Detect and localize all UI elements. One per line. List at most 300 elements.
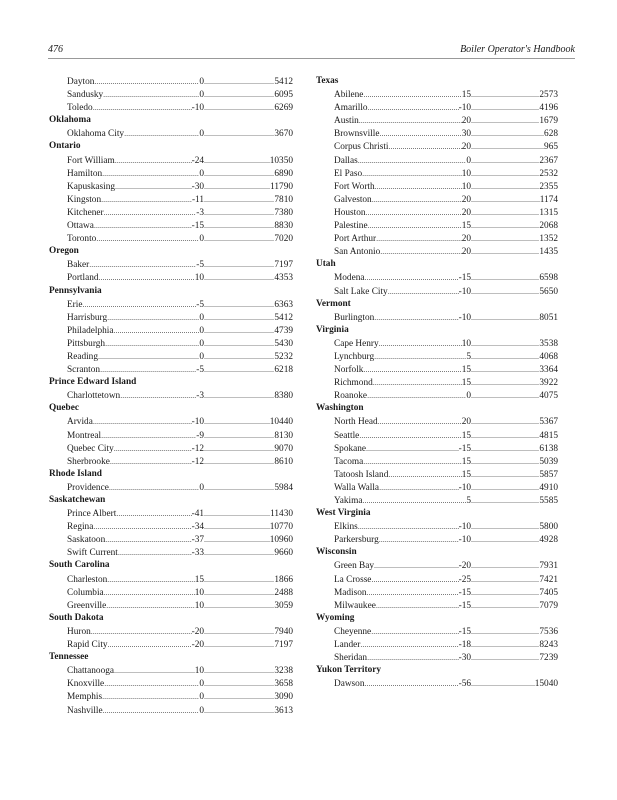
degree-days: 1174 <box>539 194 558 205</box>
dot-leader <box>204 586 274 599</box>
design-temperature: -5 <box>196 260 204 271</box>
dot-leader <box>101 429 196 442</box>
dot-leader <box>104 677 199 690</box>
city-name: Elkins <box>334 522 358 533</box>
city-row <box>49 429 293 442</box>
design-temperature: -9 <box>196 430 204 441</box>
dot-leader <box>103 704 200 717</box>
design-temperature: 15 <box>461 430 471 441</box>
city-row <box>316 337 558 350</box>
degree-days: 5412 <box>274 312 293 323</box>
dot-leader <box>471 350 539 363</box>
dot-leader <box>376 599 459 612</box>
city-row <box>316 455 558 468</box>
left-column <box>49 75 293 717</box>
degree-days: 4739 <box>274 325 293 336</box>
design-temperature: 30 <box>461 129 471 140</box>
degree-days: 8130 <box>274 430 293 441</box>
city-name: Toledo <box>67 103 93 114</box>
state-group <box>49 468 293 494</box>
dot-leader <box>108 638 192 651</box>
design-temperature: -20 <box>191 626 204 637</box>
dot-leader <box>113 324 199 337</box>
city-name: Portland <box>67 273 99 284</box>
city-name: Hamilton <box>67 168 103 179</box>
degree-days: 8380 <box>274 391 293 402</box>
dot-leader <box>103 88 199 101</box>
dot-leader <box>107 311 199 324</box>
dot-leader <box>102 690 199 703</box>
dot-leader <box>471 101 539 114</box>
city-row <box>49 298 293 311</box>
dot-leader <box>204 154 270 167</box>
degree-days: 6363 <box>274 299 293 310</box>
city-row <box>316 376 558 389</box>
dot-leader <box>115 180 192 193</box>
degree-days: 5857 <box>539 469 558 480</box>
degree-days: 1352 <box>539 234 558 245</box>
dot-leader <box>204 337 274 350</box>
city-row <box>316 271 558 284</box>
design-temperature: 0 <box>199 234 204 245</box>
dot-leader <box>471 114 539 127</box>
design-temperature: -15 <box>458 626 471 637</box>
design-temperature: 0 <box>199 338 204 349</box>
dot-leader <box>366 206 462 219</box>
degree-days: 4068 <box>539 351 558 362</box>
degree-days: 1679 <box>539 116 558 127</box>
degree-days: 15040 <box>534 679 558 690</box>
design-temperature: 15 <box>461 456 471 467</box>
dot-leader <box>100 363 196 376</box>
state-heading: Rhode Island <box>49 468 102 479</box>
design-temperature: -5 <box>196 365 204 376</box>
degree-days: 7810 <box>274 194 293 205</box>
state-group <box>316 324 558 403</box>
state-group <box>49 494 293 559</box>
design-temperature: 15 <box>461 378 471 389</box>
city-name: San Antonio <box>334 247 381 258</box>
city-row <box>49 206 293 219</box>
dot-leader <box>114 664 195 677</box>
dot-leader <box>358 520 459 533</box>
city-row <box>49 586 293 599</box>
dot-leader <box>471 219 539 232</box>
degree-days: 8243 <box>539 640 558 651</box>
dot-leader <box>471 285 539 298</box>
dot-leader <box>204 167 274 180</box>
dot-leader <box>471 389 539 402</box>
dot-leader <box>89 258 196 271</box>
dot-leader <box>471 468 539 481</box>
dot-leader <box>471 455 539 468</box>
dot-leader <box>471 442 539 455</box>
dot-leader <box>104 586 195 599</box>
dot-leader <box>114 442 192 455</box>
city-row <box>49 219 293 232</box>
state-heading: Quebec <box>49 403 79 414</box>
state-heading: Oklahoma <box>49 115 91 126</box>
design-temperature: 0 <box>199 692 204 703</box>
dot-leader <box>99 271 195 284</box>
degree-days: 7931 <box>539 561 558 572</box>
degree-days: 10960 <box>269 535 293 546</box>
dot-leader <box>204 193 274 206</box>
degree-days: 4353 <box>274 273 293 284</box>
degree-days: 5650 <box>539 286 558 297</box>
city-row <box>316 285 558 298</box>
design-temperature: -10 <box>458 535 471 546</box>
city-row <box>49 573 293 586</box>
city-row <box>316 468 558 481</box>
design-temperature: 10 <box>461 338 471 349</box>
dot-leader <box>371 625 458 638</box>
dot-leader <box>379 337 462 350</box>
dot-leader <box>379 127 461 140</box>
state-group <box>316 298 558 324</box>
design-temperature: -10 <box>458 522 471 533</box>
city-row <box>316 311 558 324</box>
dot-leader <box>374 559 459 572</box>
design-temperature: -15 <box>458 273 471 284</box>
design-temperature: -30 <box>191 181 204 192</box>
dot-leader <box>471 415 539 428</box>
design-temperature: 15 <box>461 469 471 480</box>
dot-leader <box>204 625 274 638</box>
design-temperature: 15 <box>461 365 471 376</box>
degree-days: 3090 <box>274 692 293 703</box>
state-group <box>49 651 293 716</box>
city-row <box>49 625 293 638</box>
degree-days: 5585 <box>539 496 558 506</box>
dot-leader <box>204 455 274 468</box>
city-name: Fort William <box>67 155 115 166</box>
dot-leader <box>471 520 539 533</box>
design-temperature: 5 <box>466 496 471 506</box>
design-temperature: -10 <box>458 312 471 323</box>
dot-leader <box>378 415 462 428</box>
state-heading: Yukon Territory <box>316 665 382 676</box>
state-heading: Wyoming <box>316 612 355 623</box>
city-name: Houston <box>334 207 366 218</box>
dot-leader <box>362 167 462 180</box>
degree-days: 2488 <box>274 587 293 598</box>
degree-days: 5800 <box>539 522 558 533</box>
design-temperature: 10 <box>194 587 204 598</box>
design-temperature: -15 <box>458 600 471 611</box>
design-temperature: 0 <box>199 90 204 101</box>
dot-leader <box>116 507 191 520</box>
dot-leader <box>204 350 274 363</box>
city-row <box>49 258 293 271</box>
state-group <box>316 402 558 507</box>
dot-leader <box>380 245 461 258</box>
dot-leader <box>367 651 459 664</box>
degree-days: 7197 <box>274 640 293 651</box>
dot-leader <box>204 599 274 612</box>
city-name: La Crosse <box>334 574 372 585</box>
city-name: Columbia <box>67 587 104 598</box>
state-heading: South Carolina <box>49 560 110 571</box>
city-row <box>316 127 558 140</box>
design-temperature: 20 <box>461 194 471 205</box>
city-name: Prince Albert <box>67 509 117 520</box>
city-row <box>49 481 293 494</box>
design-temperature: -11 <box>191 194 204 205</box>
dot-leader <box>471 586 539 599</box>
dot-leader <box>471 481 539 494</box>
dot-leader <box>389 140 462 153</box>
dot-leader <box>204 638 274 651</box>
dot-leader <box>107 573 194 586</box>
dot-leader <box>94 219 192 232</box>
dot-leader <box>471 88 539 101</box>
dot-leader <box>204 127 274 140</box>
dot-leader <box>204 180 270 193</box>
city-name: Chattanooga <box>67 666 114 677</box>
city-row <box>316 599 558 612</box>
dot-leader <box>375 180 462 193</box>
degree-days: 3238 <box>274 666 293 677</box>
city-row <box>316 442 558 455</box>
state-heading: Washington <box>316 403 364 414</box>
design-temperature: -10 <box>458 286 471 297</box>
design-temperature: 0 <box>199 679 204 690</box>
city-row <box>316 638 558 651</box>
city-name: Rapid City <box>67 640 108 651</box>
state-group <box>49 376 293 402</box>
dot-leader <box>363 88 461 101</box>
dot-leader <box>471 677 535 690</box>
city-row <box>316 586 558 599</box>
city-row <box>49 232 293 245</box>
dot-leader <box>368 101 459 114</box>
city-row <box>49 664 293 677</box>
state-group <box>316 75 558 258</box>
state-group <box>316 546 558 611</box>
design-temperature: 10 <box>194 666 204 677</box>
page-number: 476 <box>48 44 63 55</box>
city-name: Nashville <box>67 705 103 716</box>
degree-days: 8051 <box>539 312 558 323</box>
dot-leader <box>204 311 274 324</box>
design-temperature: -15 <box>191 221 204 232</box>
city-row <box>316 520 558 533</box>
city-row <box>316 114 558 127</box>
city-name: Montreal <box>67 430 102 441</box>
city-name: Burlington <box>334 312 375 323</box>
city-name: Ottawa <box>67 221 94 232</box>
city-name: Quebec City <box>67 443 114 454</box>
design-temperature: 0 <box>199 168 204 179</box>
dot-leader <box>93 101 192 114</box>
city-name: Richmond <box>334 378 373 389</box>
dot-leader <box>204 677 274 690</box>
state-group <box>49 140 293 245</box>
dot-leader <box>118 546 192 559</box>
dot-leader <box>204 546 274 559</box>
dot-leader <box>471 180 539 193</box>
degree-days: 1315 <box>539 207 558 218</box>
design-temperature: 10 <box>194 273 204 284</box>
city-row <box>49 350 293 363</box>
state-heading: Utah <box>316 259 336 270</box>
degree-days: 3538 <box>539 338 558 349</box>
city-name: Dayton <box>67 77 95 87</box>
degree-days: 7239 <box>539 653 558 664</box>
dot-leader <box>98 350 199 363</box>
city-row <box>49 638 293 651</box>
city-row <box>49 337 293 350</box>
city-name: Baker <box>67 260 90 271</box>
city-name: Saskatoon <box>67 535 106 546</box>
city-row <box>49 180 293 193</box>
dot-leader <box>109 481 200 494</box>
city-row <box>316 415 558 428</box>
design-temperature: -3 <box>196 391 204 402</box>
city-name: Charleston <box>67 574 108 585</box>
degree-days: 5412 <box>274 77 293 87</box>
state-heading: South Dakota <box>49 612 104 623</box>
dot-leader <box>471 573 539 586</box>
design-temperature: 0 <box>466 155 471 166</box>
degree-days: 7197 <box>274 260 293 271</box>
degree-days: 5367 <box>539 417 558 428</box>
degree-days: 4815 <box>539 430 558 441</box>
dot-leader <box>360 638 458 651</box>
dot-leader <box>471 140 544 153</box>
city-row <box>49 324 293 337</box>
dot-leader <box>471 206 539 219</box>
city-row <box>49 442 293 455</box>
city-name: Arvida <box>67 417 93 428</box>
city-row <box>49 101 293 114</box>
design-temperature: 15 <box>461 221 471 232</box>
dot-leader <box>366 442 459 455</box>
degree-days: 4075 <box>539 391 558 402</box>
design-temperature: -34 <box>191 522 204 533</box>
city-row <box>316 193 558 206</box>
dot-leader <box>204 573 274 586</box>
city-row <box>316 180 558 193</box>
city-row <box>316 573 558 586</box>
city-name: Providence <box>67 482 109 493</box>
design-temperature: -10 <box>458 482 471 493</box>
design-temperature: 15 <box>194 574 204 585</box>
city-name: Fort Worth <box>334 181 375 192</box>
dot-leader <box>204 324 274 337</box>
design-temperature: 20 <box>461 247 471 258</box>
city-row <box>49 127 293 140</box>
city-name: Tacoma <box>334 456 364 467</box>
dot-leader <box>106 599 194 612</box>
dot-leader <box>204 219 274 232</box>
city-row <box>49 520 293 533</box>
city-name: Spokane <box>334 443 367 454</box>
state-heading: Pennsylvania <box>49 285 102 296</box>
design-temperature: 0 <box>466 391 471 402</box>
degree-days: 6095 <box>274 90 293 101</box>
degree-days: 6269 <box>274 103 293 114</box>
dot-leader <box>471 363 539 376</box>
city-name: Green Bay <box>334 561 375 572</box>
city-name: Lynchburg <box>334 351 375 362</box>
dot-leader <box>204 507 270 520</box>
dot-leader <box>373 376 462 389</box>
degree-days: 9660 <box>274 548 293 559</box>
design-temperature: -41 <box>191 509 204 520</box>
city-row <box>49 75 293 88</box>
design-temperature: 0 <box>199 351 204 362</box>
state-heading: Virginia <box>316 324 349 335</box>
dot-leader <box>471 533 539 546</box>
dot-leader <box>471 337 539 350</box>
city-name: Modena <box>334 273 365 284</box>
city-row <box>316 167 558 180</box>
state-heading: Vermont <box>316 298 351 309</box>
dot-leader <box>358 154 467 167</box>
degree-days: 8610 <box>274 456 293 467</box>
state-heading: Saskatchewan <box>49 495 106 505</box>
degree-days: 7380 <box>274 207 293 218</box>
degree-days: 3670 <box>274 129 293 140</box>
degree-days: 3658 <box>274 679 293 690</box>
dot-leader <box>204 363 274 376</box>
city-name: Galveston <box>334 194 372 205</box>
city-row <box>49 677 293 690</box>
degree-days: 3613 <box>274 705 293 716</box>
degree-days: 2573 <box>539 90 558 101</box>
city-row <box>316 350 558 363</box>
city-row <box>49 389 293 402</box>
degree-days: 5039 <box>539 456 558 467</box>
design-temperature: -3 <box>196 207 204 218</box>
dot-leader <box>471 625 539 638</box>
city-row <box>316 88 558 101</box>
degree-days: 5430 <box>274 338 293 349</box>
city-name: Salt Lake City <box>334 286 388 297</box>
design-temperature: 15 <box>461 90 471 101</box>
degree-days: 7020 <box>274 234 293 245</box>
state-heading: Texas <box>316 76 339 86</box>
dot-leader <box>471 429 539 442</box>
degree-days: 6138 <box>539 443 558 454</box>
degree-days: 5984 <box>274 482 293 493</box>
dot-leader <box>115 154 192 167</box>
dot-leader <box>105 337 199 350</box>
city-name: Memphis <box>67 692 103 703</box>
state-group <box>49 612 293 651</box>
city-name: Milwaukee <box>334 600 376 611</box>
city-name: Sheridan <box>334 653 368 664</box>
dot-leader <box>367 586 459 599</box>
design-temperature: 0 <box>199 705 204 716</box>
city-row <box>316 245 558 258</box>
degree-days: 1866 <box>274 574 293 585</box>
city-name: Sandusky <box>67 90 104 101</box>
right-column <box>316 75 558 690</box>
degree-days: 1435 <box>539 247 558 258</box>
dot-leader <box>359 114 462 127</box>
state-group <box>49 245 293 284</box>
city-name: Amarillo <box>334 103 368 114</box>
city-row <box>49 546 293 559</box>
state-group <box>49 285 293 377</box>
city-row <box>316 481 558 494</box>
degree-days: 3059 <box>274 600 293 611</box>
city-name: Lander <box>334 640 361 651</box>
dot-leader <box>204 704 274 717</box>
